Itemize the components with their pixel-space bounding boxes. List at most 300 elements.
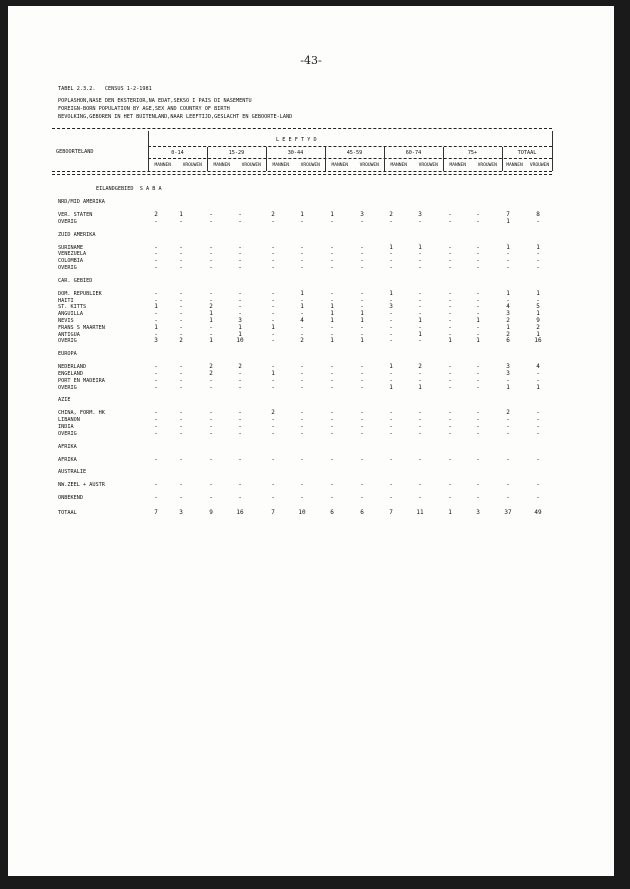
table-cell: - — [506, 416, 510, 424]
table-cell: - — [271, 494, 275, 502]
table-cell: - — [271, 289, 275, 297]
table-cell: - — [238, 289, 242, 297]
table-cell: - — [238, 243, 242, 251]
table-cell: - — [154, 423, 158, 430]
table-cell: 9 — [209, 509, 213, 516]
sex-label: VROUWEN — [529, 163, 550, 168]
table-cell: - — [179, 455, 183, 463]
table-cell: - — [418, 296, 422, 304]
table-cell: - — [418, 481, 422, 489]
table-cell: - — [238, 211, 242, 218]
table-cell: - — [209, 211, 213, 218]
table-cell: - — [179, 363, 183, 371]
table-cell: - — [476, 323, 480, 331]
table-cell: - — [389, 257, 393, 265]
table-cell: - — [476, 455, 480, 463]
table-cell: - — [360, 243, 364, 251]
table-cell: - — [448, 481, 452, 489]
table-cell: - — [360, 303, 364, 311]
table-cell: - — [506, 494, 510, 502]
row-label: OVERIG — [58, 265, 77, 271]
table-cell: - — [179, 296, 183, 304]
table-cell: - — [271, 376, 275, 384]
table-cell: 1 — [389, 363, 393, 371]
table-cell: - — [360, 383, 364, 391]
table-cell: 1 — [330, 310, 334, 318]
table-cell: - — [154, 416, 158, 424]
table-cell: 1 — [506, 217, 510, 225]
table-cell: - — [238, 310, 242, 318]
table-cell: - — [209, 494, 213, 502]
table-cell: - — [300, 494, 304, 502]
island-title: EILANDGEBIED S A B A — [96, 186, 162, 192]
table-cell: - — [448, 376, 452, 384]
table-cell: - — [360, 363, 364, 371]
table-top-rule — [52, 128, 552, 129]
table-cell: - — [448, 429, 452, 437]
table-cell: - — [238, 296, 242, 304]
table-cell: - — [179, 317, 183, 324]
table-cell: - — [418, 370, 422, 377]
table-cell: - — [209, 257, 213, 265]
table-cell: - — [448, 211, 452, 218]
table-cell: 2 — [506, 317, 510, 324]
table-cell: - — [389, 323, 393, 331]
table-cell: - — [300, 217, 304, 225]
table-cell: - — [238, 416, 242, 424]
table-cell: 7 — [389, 509, 393, 516]
sex-label: MANNEN — [213, 163, 231, 168]
section-title: AFRIKA — [58, 443, 77, 450]
table-cell: 3 — [179, 509, 183, 516]
table-cell: - — [389, 317, 393, 324]
row-label: PORT EN MADEIRA — [58, 377, 105, 384]
table-cell: - — [154, 363, 158, 371]
table-cell: - — [389, 481, 393, 489]
table-cell: 1 — [154, 303, 158, 311]
sex-label: VROUWEN — [241, 163, 261, 168]
row-label: FRANS S MAARTEN — [58, 324, 105, 331]
table-cell: - — [389, 250, 393, 258]
table-cell: - — [209, 409, 213, 417]
table-cell: - — [476, 264, 480, 271]
table-cell: - — [418, 337, 422, 345]
table-cell: - — [448, 317, 452, 324]
age-group-header: L E E F T Y D — [276, 137, 317, 143]
row-label: NW.ZEEL + AUSTR — [58, 482, 105, 489]
table-cell: - — [271, 337, 275, 345]
table-cell: 4 — [536, 363, 540, 371]
table-cell: - — [209, 455, 213, 463]
age-group-label: 75+ — [467, 150, 478, 156]
table-cell: - — [536, 257, 540, 265]
table-cell: - — [476, 376, 480, 384]
table-cell: - — [418, 289, 422, 297]
table-cell: - — [476, 289, 480, 297]
table-cell: 1 — [536, 310, 540, 318]
table-cell: - — [179, 429, 183, 437]
table-cell: - — [300, 376, 304, 384]
header-bottom-rule-2 — [52, 174, 552, 175]
table-cell: - — [330, 409, 334, 417]
table-cell: 10 — [298, 509, 306, 516]
table-cell: - — [360, 217, 364, 225]
table-cell: - — [448, 370, 452, 377]
table-cell: - — [448, 330, 452, 338]
table-cell: - — [300, 296, 304, 304]
table-cell: - — [154, 494, 158, 502]
table-cell: - — [536, 376, 540, 384]
section-title: CAR. GEBIED — [58, 277, 93, 284]
table-cell: - — [536, 370, 540, 377]
table-cell: - — [238, 423, 242, 430]
table-cell: - — [506, 250, 510, 258]
table-cell: - — [506, 296, 510, 304]
table-cell: 2 — [271, 409, 275, 417]
table-cell: - — [448, 296, 452, 304]
group-header-rule — [148, 146, 552, 147]
table-cell: 1 — [154, 323, 158, 331]
table-cell: - — [330, 264, 334, 271]
table-cell: - — [330, 481, 334, 489]
sex-label: MANNEN — [390, 163, 408, 168]
row-label: SURINAME — [58, 244, 83, 251]
table-cell: - — [179, 423, 183, 430]
table-cell: - — [389, 455, 393, 463]
age-group-label: 45-59 — [346, 150, 363, 156]
table-cell: - — [179, 289, 183, 297]
table-cell: 7 — [154, 509, 158, 516]
table-cell: 7 — [506, 211, 510, 218]
table-cell: 1 — [389, 289, 393, 297]
table-cell: - — [448, 409, 452, 417]
sex-label: MANNEN — [154, 163, 172, 168]
table-cell: - — [330, 416, 334, 424]
row-label: TOTAAL — [58, 510, 77, 516]
table-cell: - — [179, 409, 183, 417]
table-cell: - — [389, 409, 393, 417]
table-cell: - — [330, 370, 334, 377]
table-cell: - — [300, 243, 304, 251]
table-cell: - — [179, 383, 183, 391]
table-cell: - — [418, 303, 422, 311]
row-label: NEVIS — [58, 318, 74, 324]
table-cell: - — [360, 376, 364, 384]
table-cell: - — [209, 296, 213, 304]
table-cell: - — [209, 250, 213, 258]
header-bottom-rule — [52, 171, 552, 172]
table-cell: 1 — [330, 303, 334, 311]
table-cell: 37 — [504, 509, 512, 516]
table-cell: - — [330, 289, 334, 297]
table-cell: 2 — [389, 211, 393, 218]
table-cell: - — [389, 494, 393, 502]
table-cell: 1 — [271, 323, 275, 331]
table-cell: 1 — [209, 317, 213, 324]
table-cell: - — [476, 481, 480, 489]
table-cell: - — [418, 455, 422, 463]
row-label: VER. STATEN — [58, 212, 93, 218]
table-cell: 2 — [209, 370, 213, 377]
table-cell: 1 — [238, 330, 242, 338]
table-cell: - — [506, 455, 510, 463]
table-cell: - — [418, 423, 422, 430]
table-cell: - — [300, 409, 304, 417]
table-cell: - — [179, 250, 183, 258]
table-cell: 1 — [476, 337, 480, 345]
age-group-rule — [148, 158, 552, 159]
sex-label: VROUWEN — [300, 163, 320, 168]
sex-label: MANNEN — [449, 163, 467, 168]
table-cell: - — [271, 383, 275, 391]
table-cell: - — [536, 296, 540, 304]
table-cell: - — [506, 481, 510, 489]
table-cell: - — [209, 416, 213, 424]
table-cell: - — [300, 481, 304, 489]
section-title: AUSTRALIE — [58, 469, 87, 476]
table-cell: - — [448, 217, 452, 225]
table-cell: 1 — [418, 317, 422, 324]
table-cell: - — [271, 455, 275, 463]
table-cell: - — [536, 217, 540, 225]
table-cell: - — [476, 217, 480, 225]
table-cell: - — [209, 423, 213, 430]
table-cell: - — [154, 264, 158, 271]
table-cell: - — [238, 494, 242, 502]
table-cell: - — [154, 296, 158, 304]
table-cell: - — [536, 264, 540, 271]
table-cell: - — [209, 330, 213, 338]
table-cell: - — [476, 250, 480, 258]
table-cell: - — [271, 264, 275, 271]
table-cell: 16 — [236, 509, 244, 516]
table-cell: - — [330, 429, 334, 437]
table-cell: 16 — [534, 337, 542, 345]
table-cell: 1 — [360, 317, 364, 324]
row-label: OVERIG — [58, 384, 77, 391]
table-cell: 1 — [418, 330, 422, 338]
table-cell: - — [360, 416, 364, 424]
table-cell: - — [506, 257, 510, 265]
table-cell: - — [154, 317, 158, 324]
table-cell: - — [300, 383, 304, 391]
table-cell: - — [238, 455, 242, 463]
table-cell: 2 — [300, 337, 304, 345]
table-reference: TABEL 2.3.2. CENSUS 1-2-1981 — [58, 86, 152, 92]
table-cell: - — [238, 429, 242, 437]
table-cell: - — [154, 481, 158, 489]
table-cell: - — [209, 264, 213, 271]
table-cell: 3 — [418, 211, 422, 218]
table-cell: - — [238, 250, 242, 258]
table-cell: - — [300, 429, 304, 437]
table-cell: - — [418, 323, 422, 331]
title-papiamentu: POPLASHON,NASE DEN EKSTERIOR,NA EDAT,SEKSO I PAIS DI NASEMENTU — [58, 98, 252, 104]
table-cell: - — [360, 330, 364, 338]
table-cell: - — [506, 429, 510, 437]
table-cell: 1 — [418, 243, 422, 251]
row-label: DOM. REPUBLIEK — [58, 290, 102, 297]
table-cell: - — [448, 303, 452, 311]
table-cell: - — [179, 303, 183, 311]
table-cell: 1 — [448, 337, 452, 345]
table-cell: - — [448, 289, 452, 297]
table-cell: - — [448, 494, 452, 502]
table-cell: - — [476, 211, 480, 218]
table-cell: - — [300, 250, 304, 258]
table-cell: - — [360, 296, 364, 304]
table-cell: - — [360, 264, 364, 271]
table-cell: - — [476, 330, 480, 338]
table-cell: 9 — [536, 317, 540, 324]
table-cell: - — [448, 383, 452, 391]
table-cell: 6 — [506, 337, 510, 345]
table-cell: - — [360, 429, 364, 437]
table-cell: 7 — [271, 509, 275, 516]
table-cell: 1 — [330, 211, 334, 218]
table-cell: - — [476, 243, 480, 251]
table-cell: - — [506, 376, 510, 384]
table-cell: 1 — [179, 211, 183, 218]
table-cell: - — [536, 250, 540, 258]
table-cell: - — [271, 423, 275, 430]
table-cell: - — [271, 243, 275, 251]
table-cell: 10 — [236, 337, 244, 345]
table-cell: - — [154, 310, 158, 318]
table-cell: 1 — [330, 317, 334, 324]
table-cell: 3 — [506, 370, 510, 377]
sex-label: VROUWEN — [182, 163, 202, 168]
row-label: COLOMBIA — [58, 258, 83, 265]
table-cell: - — [209, 217, 213, 225]
table-cell: - — [179, 264, 183, 271]
table-cell: - — [238, 217, 242, 225]
table-cell: - — [506, 423, 510, 430]
table-cell: - — [389, 370, 393, 377]
table-cell: - — [448, 243, 452, 251]
table-cell: - — [238, 383, 242, 391]
table-cell: - — [238, 370, 242, 377]
table-cell: - — [418, 494, 422, 502]
table-cell: - — [330, 494, 334, 502]
table-cell: - — [536, 481, 540, 489]
table-cell: - — [154, 455, 158, 463]
row-label: VENEZUELA — [58, 251, 87, 258]
table-cell: - — [330, 376, 334, 384]
sex-label: VROUWEN — [418, 163, 438, 168]
table-cell: - — [300, 363, 304, 371]
table-cell: - — [238, 264, 242, 271]
table-cell: 2 — [506, 330, 510, 338]
table-cell: - — [389, 416, 393, 424]
table-cell: - — [330, 243, 334, 251]
table-cell: 5 — [536, 303, 540, 311]
table-cell: - — [271, 429, 275, 437]
table-cell: 2 — [154, 211, 158, 218]
table-cell: - — [476, 303, 480, 311]
table-cell: - — [330, 330, 334, 338]
table-cell: - — [418, 310, 422, 318]
table-cell: 6 — [330, 509, 334, 516]
age-group-label: 30-44 — [287, 150, 304, 156]
table-cell: - — [418, 376, 422, 384]
table-cell: - — [209, 429, 213, 437]
table-cell: 1 — [330, 337, 334, 345]
table-cell: 2 — [418, 363, 422, 371]
table-cell: 3 — [506, 310, 510, 318]
table-cell: - — [389, 330, 393, 338]
table-cell: - — [271, 296, 275, 304]
row-label: INDIA — [58, 424, 74, 430]
table-cell: 2 — [536, 323, 540, 331]
table-cell: - — [536, 409, 540, 417]
table-cell: - — [179, 310, 183, 318]
table-cell: - — [238, 376, 242, 384]
table-cell: - — [360, 494, 364, 502]
table-cell: - — [418, 264, 422, 271]
table-cell: - — [300, 416, 304, 424]
table-cell: - — [418, 217, 422, 225]
table-cell: 3 — [238, 317, 242, 324]
table-cell: - — [476, 494, 480, 502]
table-cell: - — [476, 363, 480, 371]
sex-label: VROUWEN — [477, 163, 497, 168]
table-cell: - — [536, 429, 540, 437]
table-cell: - — [389, 310, 393, 318]
sex-label: MANNEN — [331, 163, 349, 168]
table-cell: 1 — [506, 289, 510, 297]
table-cell: - — [179, 257, 183, 265]
table-cell: - — [448, 423, 452, 430]
table-cell: 8 — [536, 211, 540, 218]
table-cell: - — [154, 257, 158, 265]
table-cell: - — [330, 383, 334, 391]
table-cell: - — [300, 323, 304, 331]
table-cell: 1 — [448, 509, 452, 516]
table-cell: - — [389, 337, 393, 345]
table-cell: - — [271, 310, 275, 318]
table-cell: - — [271, 330, 275, 338]
title-english: FOREIGN-BORN POPULATION BY AGE,SEX AND COUNTRY OF BIRTH — [58, 106, 230, 112]
table-cell: - — [300, 370, 304, 377]
table-cell: 1 — [360, 337, 364, 345]
table-cell: 3 — [389, 303, 393, 311]
table-cell: - — [330, 455, 334, 463]
table-cell: - — [418, 429, 422, 437]
table-cell: - — [154, 409, 158, 417]
table-cell: 1 — [536, 383, 540, 391]
age-group-label: 60-74 — [405, 150, 422, 156]
document-page — [8, 6, 614, 876]
table-cell: - — [360, 455, 364, 463]
table-cell: - — [536, 416, 540, 424]
table-cell: - — [300, 257, 304, 265]
table-cell: 2 — [238, 363, 242, 371]
table-cell: - — [238, 303, 242, 311]
row-label: ENGELAND — [58, 371, 83, 377]
table-cell: - — [389, 264, 393, 271]
table-cell: - — [448, 455, 452, 463]
table-cell: - — [448, 363, 452, 371]
table-cell: - — [476, 423, 480, 430]
table-cell: 2 — [506, 409, 510, 417]
table-cell: - — [476, 416, 480, 424]
table-cell: - — [330, 217, 334, 225]
table-cell: - — [448, 257, 452, 265]
table-cell: - — [300, 330, 304, 338]
table-cell: - — [360, 250, 364, 258]
table-cell: - — [536, 455, 540, 463]
